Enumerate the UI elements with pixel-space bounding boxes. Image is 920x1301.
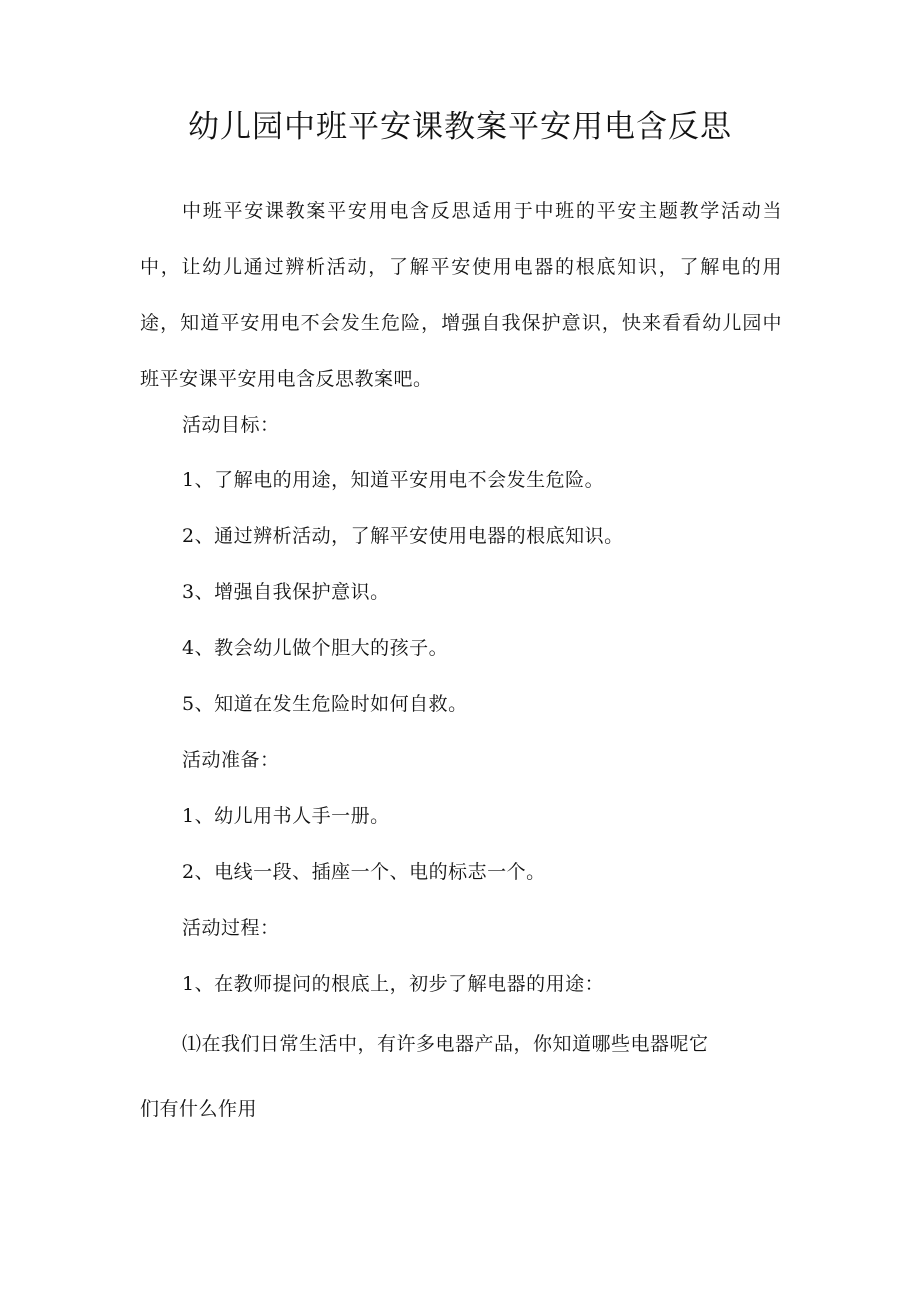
document-title: 幼儿园中班平安课教案平安用电含反思 xyxy=(188,109,732,145)
preparation-item-1: 1、幼儿用书人手一册。 xyxy=(182,805,390,827)
goal-item-5: 5、知道在发生危险时如何自救。 xyxy=(182,693,468,715)
process-item-1: 1、在教师提问的根底上，初步了解电器的用途： xyxy=(182,973,605,995)
goal-item-1: 1、了解电的用途，知道平安用电不会发生危险。 xyxy=(182,469,605,491)
section-heading-process: 活动过程： xyxy=(182,917,280,939)
process-subitem-1: ⑴在我们日常生活中，有许多电器产品，你知道哪些电器呢它 xyxy=(182,1033,709,1055)
preparation-item-2: 2、电线一段、插座一个、电的标志一个。 xyxy=(182,861,546,883)
section-heading-preparation: 活动准备： xyxy=(182,749,280,771)
intro-paragraph: 中班平安课教案平安用电含反思适用于中班的平安主题教学活动当中，让幼儿通过辨析活动，了解平安使用电器的根底知识，了解电的用途，知道平安用电不会发生危险，增强自我保护意识，快来看看幼儿园中班平安课平安用电含反思教案吧。 xyxy=(140,200,782,390)
goal-item-3: 3、增强自我保护意识。 xyxy=(182,581,390,603)
goal-item-4: 4、教会幼儿做个胆大的孩子。 xyxy=(182,637,449,659)
process-subitem-1-continued: 们有什么作用 xyxy=(140,1098,258,1120)
section-heading-goals: 活动目标： xyxy=(182,414,280,436)
goal-item-2: 2、通过辨析活动，了解平安使用电器的根底知识。 xyxy=(182,525,624,547)
